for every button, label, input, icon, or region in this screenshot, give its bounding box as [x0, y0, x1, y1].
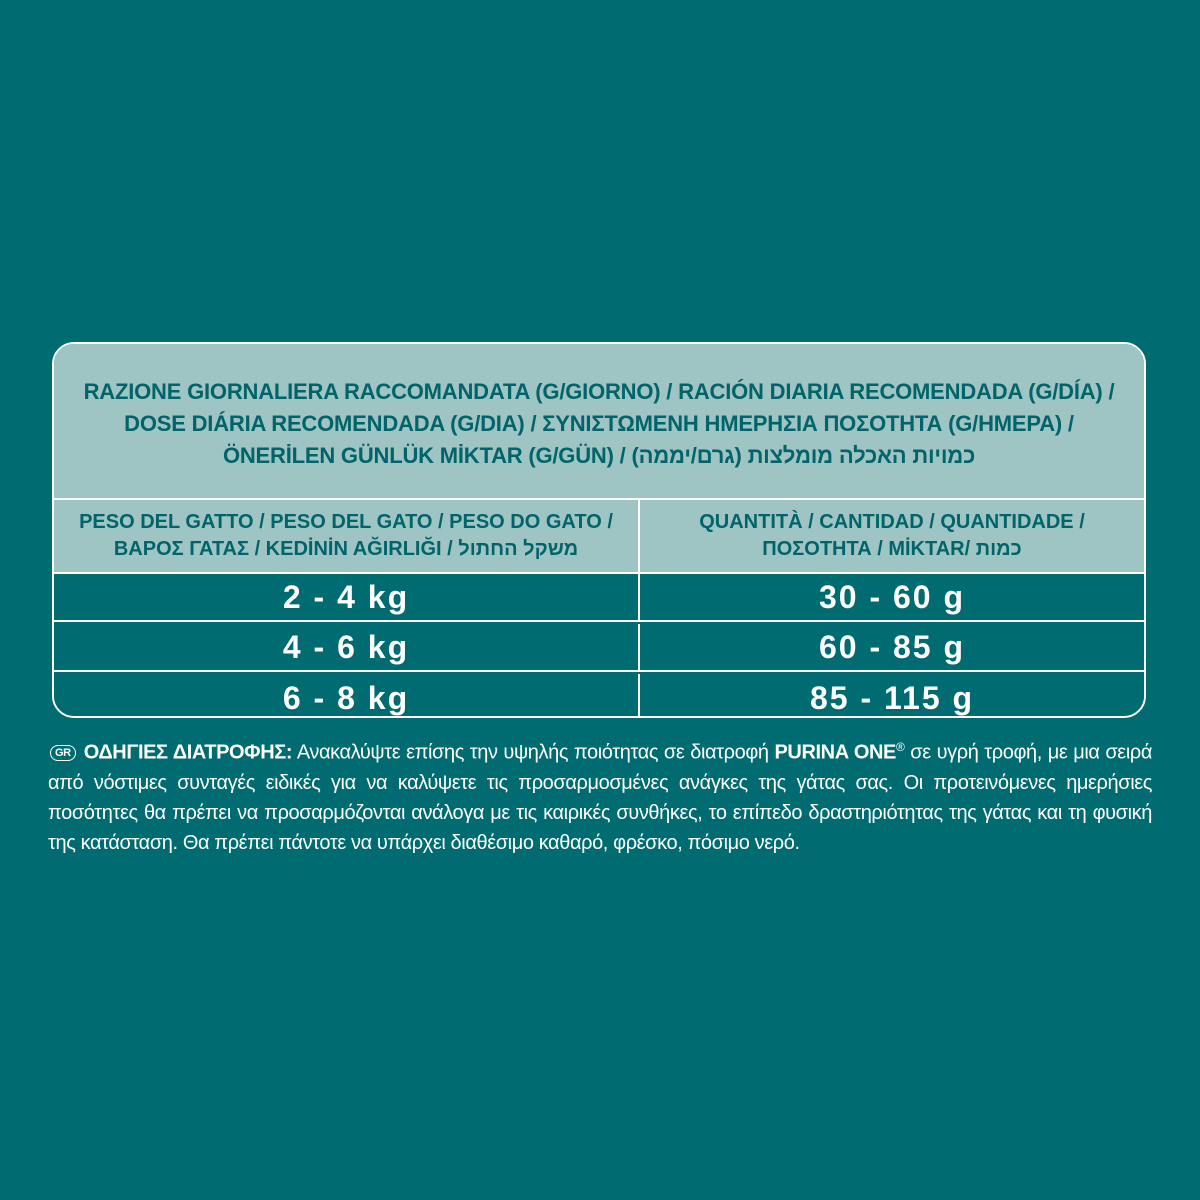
- weight-value: 4 - 6 kg: [282, 628, 410, 665]
- table-title: [54, 344, 1144, 500]
- table-row: [54, 674, 1144, 718]
- weight-cell: [54, 624, 640, 670]
- feeding-instructions: [48, 732, 1152, 858]
- amount-value: 85 - 115 g: [809, 679, 975, 716]
- amount-cell: [640, 574, 1144, 620]
- amount-header-line-2: ΠΟΣΟΤΗΤΑ / MİKTAR/ כמות: [762, 538, 1022, 560]
- weight-value: 2 - 4 kg: [282, 578, 410, 615]
- instructions-heading: ΟΔΗΓΙΕΣ ΔΙΑΤΡΟΦΗΣ:: [83, 741, 293, 764]
- amount-value: 30 - 60 g: [818, 578, 966, 615]
- table-header-row: [54, 500, 1144, 574]
- table-row: [54, 574, 1144, 622]
- weight-value: 6 - 8 kg: [282, 679, 410, 716]
- title-line-2: DOSE DIÁRIA RECOMENDADA (G/DIA) / ΣΥΝΙΣΤΩΜΕΝΗ ΗΜΕΡΗΣΙΑ ΠΟΣΟΤΗΤΑ (G/ΗΜΕΡΑ) /: [124, 411, 1074, 436]
- title-line-3: ÖNERİLEN GÜNLÜK MİKTAR (G/GÜN) / (גרם/יממה) כמויות האכלה מומלצות: [222, 443, 976, 468]
- table-row: [54, 624, 1144, 672]
- instructions-text: Ανακαλύψτε επίσης την υψηλής ποιότητας σε διατροφή: [292, 741, 775, 764]
- brand-name: PURINA ONE: [774, 741, 896, 764]
- amount-cell: [640, 674, 1144, 718]
- instructions-text-continued: σε υγρή τροφή, με μια σειρά από νόστιμες συνταγές ειδικές για να καλύψετε τις προσαρμοσμένες ανάγκες της γάτας σας. Οι προτεινόμενες ημερήσιες ποσότητες θα πρέπει να προσαρμόζονται ανάλογα με τις καιρικές συνθήκες, το επίπεδο δραστηριότητας της γάτας και τη φυσική της κατάσταση. Θα πρέπει πάντοτε να υπάρχει διαθέσιμο καθαρό, φρέσκο, πόσιμο νερό.: [48, 741, 1153, 854]
- feeding-table: [54, 500, 1144, 718]
- amount-cell: [640, 624, 1144, 670]
- weight-header-line-1: PESO DEL GATTO / PESO DEL GATO / PESO DO GATO /: [79, 511, 613, 533]
- weight-cell: [54, 674, 640, 718]
- amount-header-line-1: QUANTITÀ / CANTIDAD / QUANTIDADE /: [699, 511, 1085, 533]
- weight-header-line-2: ΒΑΡΟΣ ΓΑΤΑΣ / KEDİNİN AĞIRLIĞI / משקל החתול: [113, 538, 579, 560]
- amount-column-header: [640, 500, 1144, 572]
- title-line-1: RAZIONE GIORNALIERA RACCOMANDATA (G/GIORNO) / RACIÓN DIARIA RECOMENDADA (G/DÍA) /: [83, 379, 1115, 404]
- amount-value: 60 - 85 g: [818, 628, 966, 665]
- feeding-table-card: [52, 342, 1146, 718]
- weight-column-header: [54, 500, 640, 572]
- weight-cell: [54, 574, 640, 620]
- country-badge: GR: [50, 745, 76, 761]
- registered-mark: ®: [896, 740, 905, 754]
